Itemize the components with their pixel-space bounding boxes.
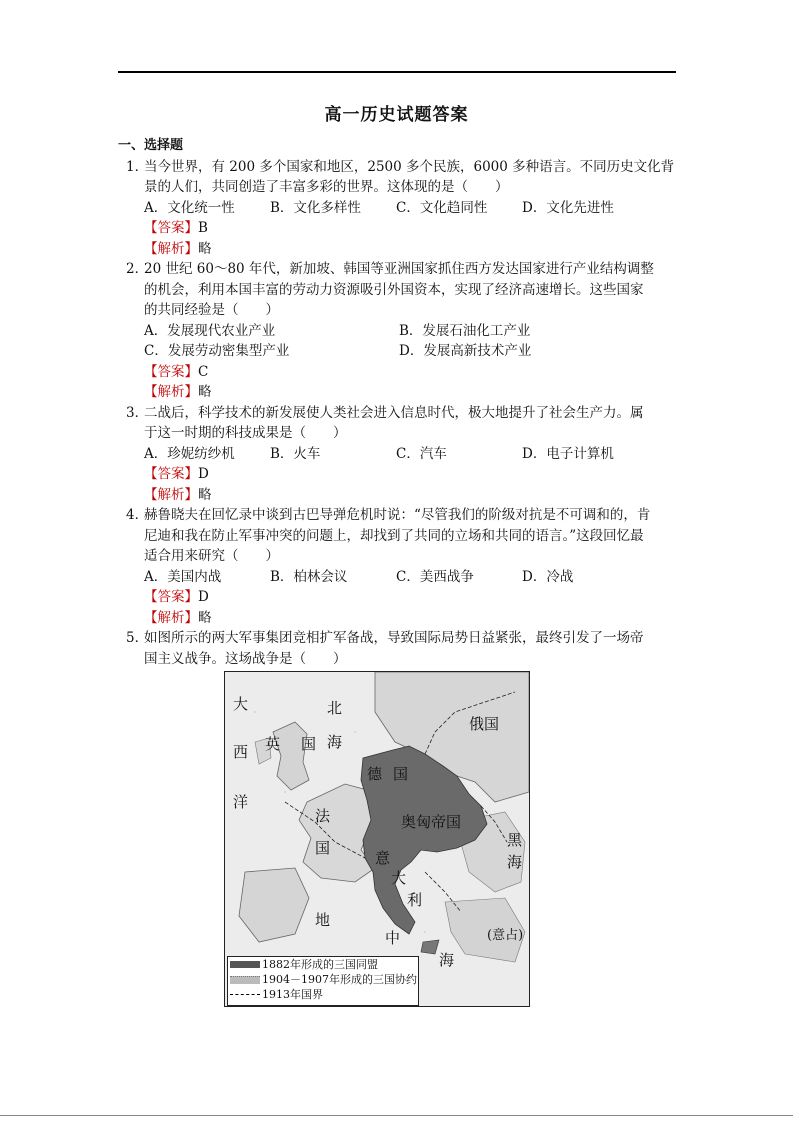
legend-row (228, 972, 418, 987)
option: D．电子计算机 (522, 445, 614, 462)
analysis-tag: 【解析】 (144, 486, 198, 503)
map-legend (227, 956, 419, 1006)
europe-alliances-map (224, 671, 530, 1007)
map-label-italy: 大 (391, 869, 407, 887)
page-title: 高一历史试题答案 (324, 105, 469, 125)
map-label-north-sea: 北 (327, 699, 343, 717)
question-text-line: 适合用来研究（ ） (144, 548, 279, 564)
analysis-value: 略 (198, 609, 212, 626)
analysis-tag: 【解析】 (144, 384, 198, 400)
map-label-italian-occupied: (意占) (487, 928, 524, 943)
options-row (144, 444, 678, 465)
analysis-tag: 【解析】 (144, 609, 198, 626)
option: B．文化多样性 (270, 199, 361, 216)
legend-label: 1913年国界 (262, 988, 323, 1001)
map-label-germany: 德 (367, 765, 383, 783)
question-text-line: 尼迪和我在防止军事冲突的问题上，却找到了共同的立场和共同的语言。”这段回忆最 (144, 527, 644, 544)
question-text-line: 20 世纪 60～80 年代，新加坡、韩国等亚洲国家抓住西方发达国家进行产业结构调整 (144, 261, 654, 277)
section-heading: 一、选择题 (118, 138, 184, 153)
question-5 (118, 628, 678, 669)
legend-label: 1904－1907年形成的三国协约 (262, 973, 417, 986)
analysis-value: 略 (198, 240, 212, 257)
question-text-line: 当今世界，有 200 多个国家和地区，2500 多个民族，6000 多种语言。不同历史文化背 (144, 158, 675, 175)
analysis-value: 略 (198, 486, 212, 503)
question-1 (118, 157, 678, 260)
answer-value: C (198, 363, 209, 380)
answer-line (144, 464, 678, 485)
answer-line (144, 362, 678, 383)
question-4 (118, 505, 678, 628)
question-text-line: 如图所示的两大军事集团竞相扩军备战，导致国际局势日益紧张，最终引发了一场帝 (144, 630, 644, 646)
answer-tag: 【答案】 (144, 589, 198, 605)
answer-value: D (198, 589, 209, 605)
option: B．火车 (270, 445, 321, 462)
map-label-france: 法 (315, 807, 331, 825)
map-label-mediterranean: 海 (439, 951, 455, 969)
analysis-line (144, 485, 678, 506)
question-number: 1． (126, 158, 149, 175)
answer-tag: 【答案】 (144, 363, 198, 380)
option: D．发展高新技术产业 (399, 343, 532, 359)
analysis-line (144, 382, 678, 403)
legend-swatch-triple-alliance (230, 961, 260, 968)
legend-row (228, 987, 418, 1002)
question-2 (118, 259, 678, 403)
option: D．冷战 (522, 568, 574, 585)
question-3 (118, 403, 678, 506)
question-text-line: 于这一时期的科技成果是（ ） (144, 425, 347, 441)
option: C．美西战争 (396, 568, 474, 585)
options-row (144, 321, 678, 342)
option: C．发展劳动密集型产业 (144, 343, 290, 359)
map-label-atlantic: 洋 (233, 793, 249, 811)
question-text-line: 二战后，科学技术的新发展使人类社会进入信息时代，极大地提升了社会生产力。属 (144, 404, 644, 421)
map-label-austria-hungary: 奥匈帝国 (401, 813, 462, 831)
analysis-tag: 【解析】 (144, 240, 198, 257)
legend-swatch-border (230, 994, 260, 995)
option: A．珍妮纺纱机 (144, 445, 235, 462)
map-label-atlantic: 西 (233, 743, 249, 761)
question-number: 3． (126, 404, 149, 421)
map-label-britain: 英 (265, 735, 281, 753)
answer-value: B (198, 220, 208, 236)
legend-row (228, 957, 418, 972)
document-body (118, 136, 678, 1007)
question-text-line: 的机会，利用本国丰富的劳动力资源吸引外国资本，实现了经济高速增长。这些国家 (144, 281, 644, 298)
question-number: 2． (126, 261, 149, 277)
legend-label: 1882年形成的三国同盟 (262, 958, 378, 971)
map-label-black-sea: 黑 (507, 831, 523, 849)
option: A．发展现代农业产业 (144, 322, 276, 339)
answer-line (144, 587, 678, 608)
option: C．文化趋同性 (396, 199, 488, 216)
question-text-line: 的共同经验是（ ） (144, 302, 279, 318)
question-text-line: 国主义战争。这场战争是（ ） (144, 650, 347, 667)
map-label-mediterranean: 中 (385, 929, 401, 947)
question-number: 5． (126, 630, 149, 646)
analysis-line (144, 608, 678, 629)
map-label-france: 国 (315, 839, 331, 857)
option: A．文化统一性 (144, 199, 235, 216)
options-row (144, 198, 678, 219)
header-rule (118, 71, 676, 73)
answer-line (144, 218, 678, 239)
answer-tag: 【答案】 (144, 466, 198, 482)
analysis-line (144, 239, 678, 260)
map-label-italy: 利 (407, 891, 423, 909)
option: B．柏林会议 (270, 568, 348, 585)
option: B．发展石油化工产业 (399, 322, 531, 339)
map-label-atlantic: 大 (233, 695, 249, 713)
question-text-line: 景的人们，共同创造了丰富多彩的世界。这体现的是（ ） (144, 179, 509, 195)
options-row (144, 341, 678, 362)
map-label-italy: 意 (375, 849, 391, 867)
analysis-value: 略 (198, 384, 212, 400)
option: A．美国内战 (144, 568, 222, 585)
map-label-germany: 国 (393, 765, 409, 783)
map-label-britain: 国 (301, 735, 317, 753)
options-row (144, 567, 678, 588)
map-label-north-sea: 海 (327, 733, 343, 751)
answer-value: D (198, 466, 209, 482)
map-label-black-sea: 海 (507, 853, 523, 871)
answer-tag: 【答案】 (144, 220, 198, 236)
map-label-russia: 俄国 (469, 715, 500, 733)
map-label-mediterranean: 地 (315, 911, 331, 929)
option: C．汽车 (396, 445, 447, 462)
footer-rule (0, 1115, 793, 1116)
legend-swatch-triple-entente (230, 976, 260, 984)
option: D．文化先进性 (522, 199, 614, 216)
question-text-line: 赫鲁晓夫在回忆录中谈到古巴导弹危机时说：“尽管我们的阶级对抗是不可调和的，肯 (144, 507, 651, 523)
question-number: 4． (126, 507, 149, 523)
